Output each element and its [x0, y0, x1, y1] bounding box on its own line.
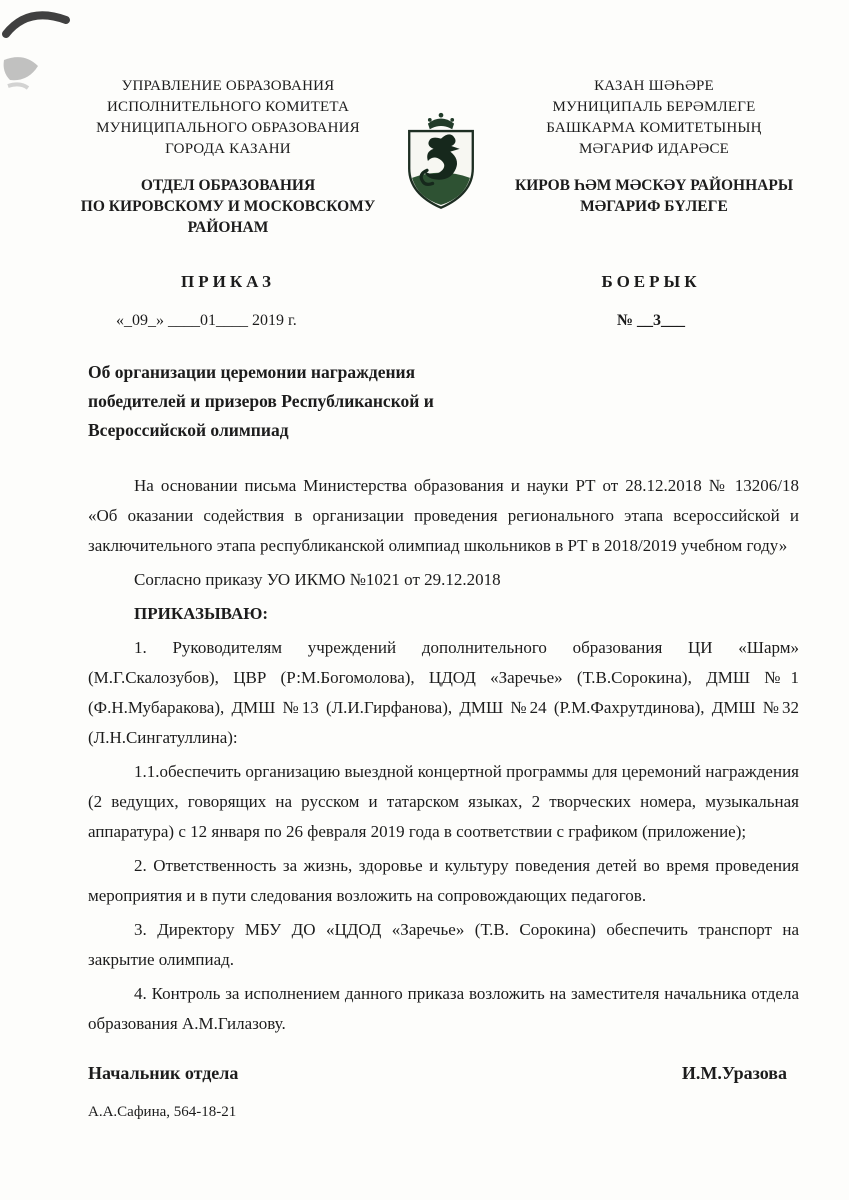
org-line: МУНИЦИПАЛЬ БЕРӘМЛЕГЕ [552, 99, 756, 115]
dept-name-russian [58, 175, 398, 238]
org-name-tatar-lines [484, 76, 824, 160]
subject-line: Всероссийской олимпиад [88, 420, 289, 440]
org-line: УПРАВЛЕНИЕ ОБРАЗОВАНИЯ [121, 78, 335, 94]
signature-name: И.М.Уразова [681, 1063, 787, 1083]
dept-line: ПО КИРОВСКОМУ И МОСКОВСКОМУ [80, 198, 376, 215]
order-number: № __3___ [616, 312, 686, 329]
order-body [88, 471, 799, 1039]
dept-line: ОТДЕЛ ОБРАЗОВАНИЯ [140, 177, 316, 194]
coat-of-arms [398, 76, 484, 238]
order-title-russian: ПРИКАЗ [181, 272, 275, 291]
paragraph-prikazyvayu: ПРИКАЗЫВАЮ: [134, 604, 269, 623]
paragraph-item-4: 4. Контроль за исполнением данного приказа возложить на заместителя начальника отдела образования А.М.Гилазову. [88, 984, 799, 1033]
dept-name-tatar [484, 175, 824, 217]
paragraph-item-1-1: 1.1.обеспечить организацию выездной концертной программы для церемоний награждения (2 ведущих, говорящих на русском и татарском языках, 2 творческих номера, музыкальная аппаратура) с 12 января по 26 февраля 2019 года в соответствии с графиком (приложение); [88, 762, 799, 841]
paragraph-item-3: 3. Директору МБУ ДО «ЦДОД «Заречье» (Т.В. Сорокина) обеспечить транспорт на закрытие олимпиад. [88, 920, 799, 969]
dept-line: КИРОВ ҺӘМ МӘСКӘҮ РАЙОННАРЫ [514, 177, 794, 194]
org-name-tatar [484, 76, 824, 238]
org-line: МУНИЦИПАЛЬНОГО ОБРАЗОВАНИЯ [96, 120, 360, 136]
org-line: ИСПОЛНИТЕЛЬНОГО КОМИТЕТА [106, 99, 350, 115]
order-meta-row [0, 312, 849, 330]
signature-row [88, 1063, 787, 1084]
dept-line: МӘГАРИФ БҮЛЕГЕ [580, 198, 728, 215]
paragraph-reference: Согласно приказу УО ИКМО №1021 от 29.12.2018 [134, 570, 501, 589]
paragraph-item-2: 2. Ответственность за жизнь, здоровье и культуру поведения детей во время проведения мероприятия и в пути следования возложить на сопровождающих педагогов. [88, 856, 799, 905]
paragraph-basis: На основании письма Министерства образования и науки РТ от 28.12.2018 № 13206/18 «Об оказании содействия в организации проведения регионального этапа всероссийской и заключительного этапа республиканской олимпиад школьников в РТ в 2018/2019 учебном году» [88, 476, 799, 555]
kazan-emblem-icon [398, 110, 484, 212]
org-name-russian-lines [58, 76, 398, 160]
org-line: МӘГАРИФ ИДАРӘСЕ [578, 141, 730, 157]
org-name-russian [58, 76, 398, 238]
order-title-tatar: БОЕРЫК [601, 272, 701, 291]
org-line: КАЗАН ШӘҺӘРЕ [594, 78, 714, 94]
order-subject [88, 358, 849, 445]
dept-line: РАЙОНАМ [187, 219, 269, 236]
subject-line: победителей и призеров Республиканской и [88, 391, 434, 411]
order-title-row [0, 272, 849, 292]
scan-artifact [0, 0, 95, 105]
executor-footer: А.А.Сафина, 564-18-21 [88, 1104, 237, 1120]
order-date: «_09_» ____01____ 2019 г. [116, 312, 297, 329]
subject-line: Об организации церемонии награждения [88, 362, 416, 382]
signature-title: Начальник отдела [88, 1063, 239, 1083]
letterhead [0, 76, 849, 238]
org-line: ГОРОДА КАЗАНИ [165, 141, 291, 157]
paragraph-item-1: 1. Руководителям учреждений дополнительного образования ЦИ «Шарм» (М.Г.Скалозубов), ЦВР (Р:М.Богомолова), ЦДОД «Заречье» (Т.В.Сорокина), ДМШ №1 (Ф.Н.Мубаракова), ДМШ №13 (Л.И.Гирфанова), ДМШ №24 (Р.М.Фахрутдинова), ДМШ №32 (Л.Н.Сингатуллина): [88, 638, 799, 747]
org-line: БАШКАРМА КОМИТЕТЫНЫҢ [546, 120, 762, 136]
